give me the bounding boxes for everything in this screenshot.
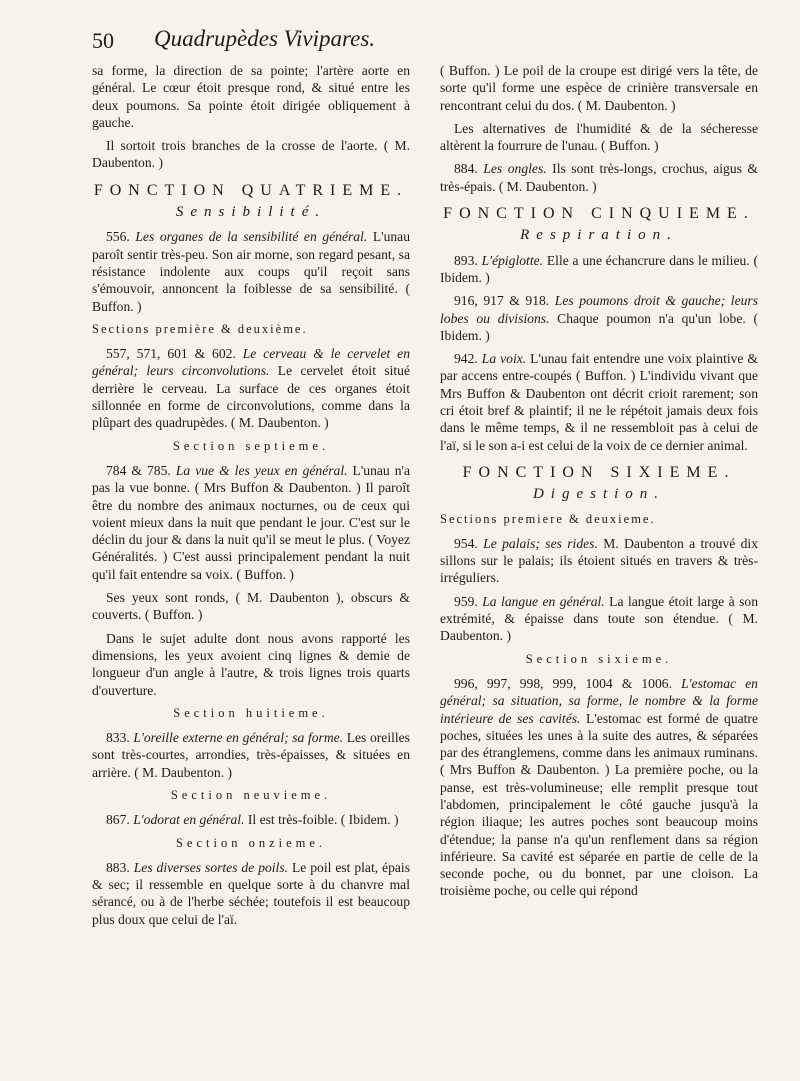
heading-fonction: FONCTION CINQUIEME. [443, 205, 755, 223]
entry [440, 292, 758, 344]
entry-number: 833. [106, 730, 130, 746]
entry-label: La voix. [481, 351, 527, 367]
heading-section: Section neuvieme. [170, 787, 332, 802]
entry [440, 160, 758, 195]
entry-label: Les organes de la sensibilité en général. [135, 229, 368, 245]
entry-number: 556. [106, 229, 130, 245]
paragraph: Il sortoit trois branches de la crosse de l'aorte. ( M. Daubenton. ) [92, 138, 410, 171]
page-title: Quadrupèdes Vivipares. [154, 26, 376, 51]
entry-number: 996, 997, 998, 999, 1004 & 1006. [454, 675, 672, 691]
heading-section: Section sixieme. [525, 651, 673, 666]
entry [92, 729, 410, 781]
right-column [440, 62, 758, 906]
heading-section: Section septieme. [172, 438, 330, 453]
entry-text: La langue étoit large à son extrémité, & épaisse dans toute son étendue. ( M. Daubenton. ) [440, 593, 758, 644]
paragraph: Dans le sujet adulte dont nous avons rapporté les dimensions, les yeux avoient cinq lignes & demie de longueur d'un angle à l'autre, & trois lignes trois quarts d'ouverture. [92, 630, 410, 698]
heading-subject: Digestion. [532, 486, 666, 503]
heading-section: Section huitieme. [173, 705, 329, 720]
entry-label: La vue & les yeux en général. [175, 462, 348, 478]
heading-section: Sections première & deuxième. [92, 321, 308, 336]
entry-text: Elle a une échancrure dans le milieu. ( Ibidem. ) [440, 252, 759, 285]
entry-number: 893. [454, 252, 478, 268]
entry-number: 959. [454, 593, 478, 609]
entry-label: Le palais; ses rides. [483, 535, 598, 551]
entry [92, 859, 410, 928]
entry-text: Le cervelet étoit situé derrière le cerveau. La surface de ces organes étoit sillonnée en forme de circonvolutions, comme dans la plûpart des quadrupèdes. ( M. Daubenton. ) [92, 363, 410, 431]
paragraph: ( Buffon. ) Le poil de la croupe est dirigé vers la tête, de sorte qu'il forme une espèce de crinière transversale en rencontrant celui du dos. ( M. Daubenton. ) [440, 63, 758, 113]
paragraph: sa forme, la direction de sa pointe; l'artère aorte en général. Le cœur étoit presque rond, & situé entre les deux poumons. Sa pointe étoit dirigée obliquement à gauche. [92, 63, 410, 130]
entry-label: La langue en général. [482, 593, 605, 609]
running-head [92, 26, 752, 58]
entry-text: L'unau n'a pas la vue bonne. ( Mrs Buffon & Daubenton. ) Il paroît être du nombre des animaux nocturnes, ou de ceux qui voient mieux dans la nuit que pendant le jour. C'est sur le déclin du jour & dans la nuit qu'il se meut le plus. ( Voyez Généralités. ) C'est aussi principalement pendant la nuit qu'il fait entendre sa voix. ( Buffon. ) [92, 462, 411, 582]
entry [92, 228, 410, 314]
heading-subject: Sensibilité. [175, 204, 327, 221]
entry [440, 535, 758, 587]
left-column [92, 62, 410, 934]
entry-label: L'odorat en général. [133, 812, 245, 828]
entry-text: Les oreilles sont très-courtes, arrondies, très-épaisses, & situées en arrière. ( M. Daubenton. ) [92, 730, 410, 780]
entry-text: L'unau fait entendre une voix plaintive & par accens entre-coupés ( Buffon. ) L'individu vivant que Mrs Buffon & Daubenton ont décrit crioit rarement; son cri étoit bref & plaintif; il ne le répétoit jamais deux fois dans le même temps, & il ne ressembloit pas à celui de l'aï, si le son a-i est celui de la voix de ce dernier animal. [440, 351, 758, 453]
entry [440, 675, 758, 900]
entry-text: L'estomac est formé de quatre poches, situées les unes à la suite des autres, & séparées par des étranglemens, comme dans les animaux ruminans. ( Mrs Buffon & Daubenton. ) La première poche, ou la panse, est très-volumineuse; elle remplit presque tout l'abdomen, principalement le côté gauche jusqu'à la région iliaque; les autres poches sont beaucoup moins d'étendue; la panse n'a qu'un renflement dans sa région inférieure. Sa cavité est séparée en partie de celle de la seconde poche, ou du bonnet, par une cloison. La troisième poche, ou celle qui répond [440, 710, 758, 899]
entry-number: 916, 917 & 918. [454, 293, 550, 309]
paragraph: Les alternatives de l'humidité & de la sécheresse altèrent la fourrure de l'unau. ( Buffon. ) [440, 120, 758, 154]
entry-number: 883. [106, 859, 130, 875]
entry [92, 462, 410, 583]
entry-text: Ils sont très-longs, crochus, aigus & très-épais. ( M. Daubenton. ) [440, 161, 759, 194]
heading-subject: Respiration. [520, 227, 678, 244]
entry-label: L'oreille externe en général; sa forme. [133, 730, 344, 746]
heading-fonction: FONCTION SIXIEME. [462, 463, 736, 481]
entry-label: Les poumons droit & gauche; leurs lobes ou divisions. [440, 293, 758, 326]
entry [440, 350, 758, 454]
entry-label: L'estomac en général; sa situation, sa forme, le nombre & la forme intérieure de ses cavités. [440, 675, 758, 726]
entry-text: L'unau paroît sentir très-peu. Son air morne, son regard pesant, sa résistance indolente aux coups qu'il reçoit sans s'émouvoir, annoncent la foiblesse de sa sensibilité. ( Buffon. ) [92, 229, 411, 314]
entry [92, 811, 410, 828]
entry-label: Les ongles. [483, 161, 547, 177]
entry-label: Les diverses sortes de poils. [133, 859, 289, 875]
entry-text: Le poil est plat, épais & sec; il ressemble en quelque sorte à du chanvre mal sérancé, ou à de l'herbe séchée; toutefois il est beaucoup plus doux que celui de l'aï. [92, 859, 410, 927]
entry-label: Le cerveau & le cervelet en général; leurs circonvolutions. [92, 346, 410, 379]
page-number: 50 [92, 28, 114, 53]
entry-text: Il est très-foible. ( Ibidem. ) [247, 812, 399, 828]
entry-number: 942. [454, 351, 478, 367]
entry-number: 784 & 785. [106, 462, 171, 478]
entry-text: M. Daubenton a trouvé dix sillons sur le palais; ils étoient situés en travers & très-irréguliers. [440, 535, 758, 586]
heading-section: Sections premiere & deuxieme. [440, 511, 656, 526]
entry [440, 593, 758, 645]
entry-number: 867. [106, 812, 130, 828]
entry-number: 557, 571, 601 & 602. [106, 346, 236, 362]
heading-section: Section onzieme. [175, 835, 327, 850]
paragraph: Ses yeux sont ronds, ( M. Daubenton ), obscurs & couverts. ( Buffon. ) [92, 590, 410, 623]
entry-label: L'épiglotte. [481, 252, 544, 268]
entry-number: 954. [454, 535, 478, 551]
entry [440, 252, 758, 287]
entry [92, 345, 410, 431]
entry-text: Chaque poumon n'a qu'un lobe. ( Ibidem. ) [440, 310, 758, 343]
entry-number: 884. [454, 161, 478, 177]
heading-fonction: FONCTION QUATRIEME. [93, 181, 409, 199]
